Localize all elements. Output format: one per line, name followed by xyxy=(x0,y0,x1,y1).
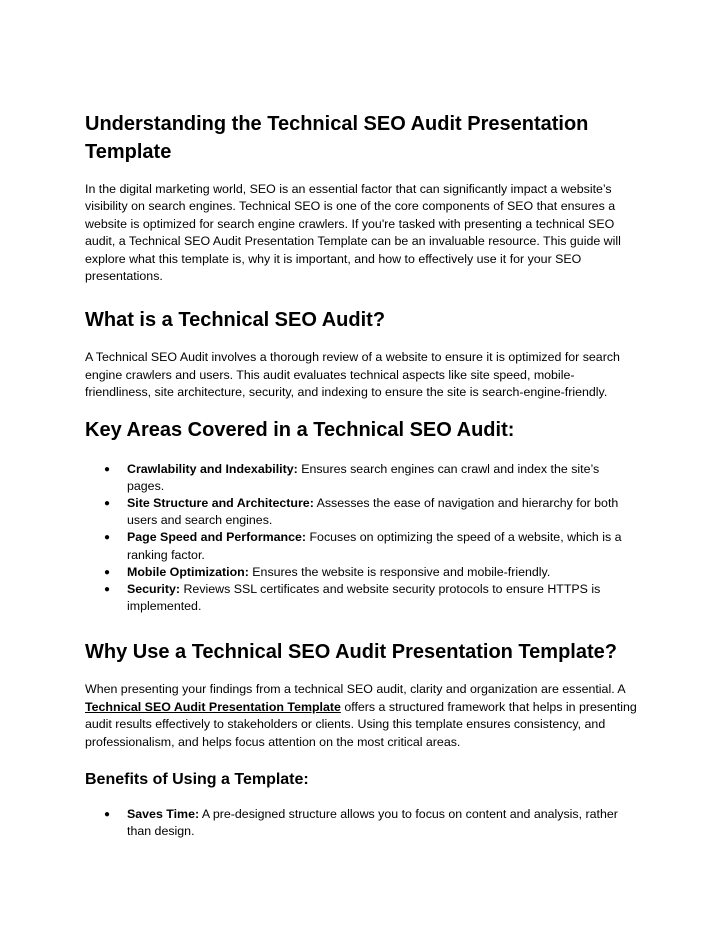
bullet-icon: ● xyxy=(104,532,111,544)
item-lead: Site Structure and Architecture: xyxy=(127,496,314,511)
item-lead: Mobile Optimization: xyxy=(127,564,249,579)
list-item xyxy=(85,529,637,563)
item-text: A pre-designed structure allows you to focus on content and analysis, rather than design. xyxy=(127,807,618,839)
benefits-list xyxy=(85,806,637,840)
item-text: Focuses on optimizing the speed of a website, which is a ranking factor. xyxy=(127,530,622,562)
why-text-after: offers a structured framework that helps in presenting audit results effectively to stakeholders or clients. Using this template ensures consistency, and professionalism, and helps focus attention on the most critical areas. xyxy=(85,699,637,749)
bullet-icon: ● xyxy=(104,809,111,821)
section-heading-why-use-template: Why Use a Technical SEO Audit Presentation Template? xyxy=(85,641,617,664)
item-lead: Page Speed and Performance: xyxy=(127,530,307,545)
item-text: Reviews SSL certificates and website security protocols to ensure HTTPS is implemented. xyxy=(127,582,601,614)
why-template-paragraph xyxy=(85,681,637,751)
list-item xyxy=(85,806,637,840)
item-lead: Crawlability and Indexability: xyxy=(127,461,298,476)
item-text: Assesses the ease of navigation and hierarchy for both users and search engines. xyxy=(127,496,619,528)
audit-definition-paragraph: A Technical SEO Audit involves a thorough review of a website to ensure it is optimized for search engine crawlers and users. This audit evaluates technical aspects like site speed, mobile-friendliness, site architecture, security, and indexing to ensure the site is search-engine-friendly. xyxy=(85,350,620,400)
item-text: Ensures search engines can crawl and index the site’s pages. xyxy=(127,461,600,493)
why-text-before: When presenting your findings from a technical SEO audit, clarity and organization are essential. A xyxy=(85,682,625,697)
list-item xyxy=(85,461,637,495)
key-areas-list xyxy=(85,461,637,616)
section-heading-key-areas: Key Areas Covered in a Technical SEO Audit: xyxy=(85,418,515,441)
bullet-icon: ● xyxy=(104,584,111,596)
item-lead: Security: xyxy=(127,582,181,597)
section-heading-what-is-audit: What is a Technical SEO Audit? xyxy=(85,309,386,332)
bullet-icon: ● xyxy=(104,463,111,475)
item-text: Ensures the website is responsive and mobile-friendly. xyxy=(248,564,551,579)
intro-paragraph: In the digital marketing world, SEO is an essential factor that can significantly impact a website’s visibility on search engines. Technical SEO is one of the core components of SEO that ensures a website is optimized for search engine crawlers. If you're tasked with presenting a technical SEO audit, a Technical SEO Audit Presentation Template can be an invaluable resource. This guide will explore what this template is, why it is important, and how to effectively use it for your SEO presentations. xyxy=(85,182,621,284)
list-item xyxy=(85,564,637,581)
bullet-icon: ● xyxy=(104,566,111,578)
list-item xyxy=(85,495,637,529)
item-lead: Saves Time: xyxy=(127,807,200,822)
subsection-heading-benefits: Benefits of Using a Template: xyxy=(85,771,309,789)
document-page xyxy=(85,110,637,841)
document-title: Understanding the Technical SEO Audit Presentation Template xyxy=(85,113,589,163)
bullet-icon: ● xyxy=(104,498,111,510)
list-item xyxy=(85,581,637,615)
template-link[interactable]: Technical SEO Audit Presentation Template xyxy=(85,699,341,714)
